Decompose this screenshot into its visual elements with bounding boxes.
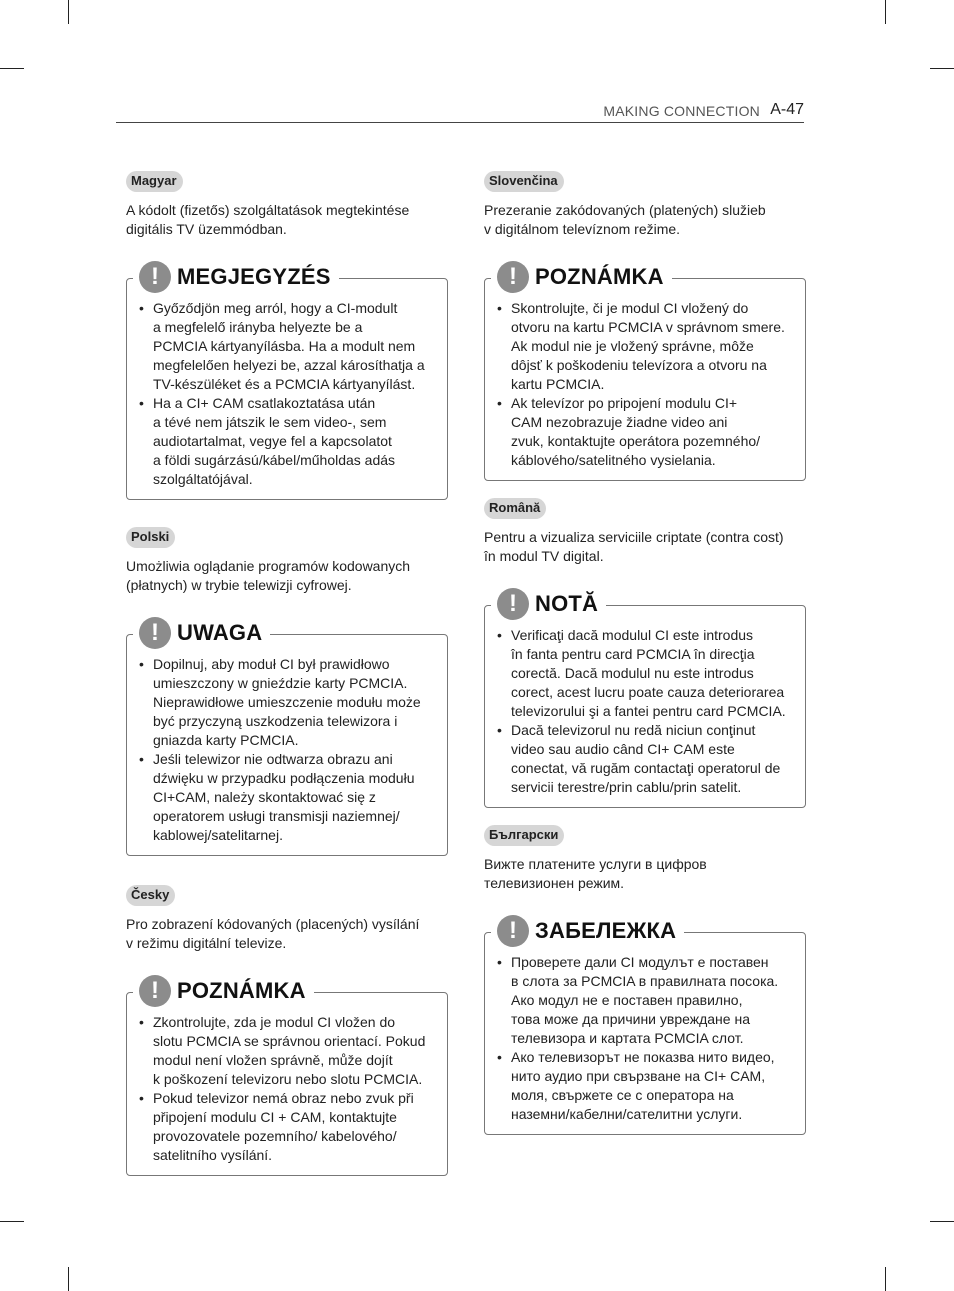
list-item-text: • Dacă televizorul nu redă niciun conţinut video sau audio când CI+ CAM este conectat, vă rugăm contactaţi operatorul de servicii terestre/prin cablu/prin satelit. [511,722,781,795]
note-header [133,973,314,1009]
exclamation-icon: ! [139,261,171,293]
note-header [491,586,606,622]
list-item-text: • Skontrolujte, či je modul CI vložený do otvoru na kartu PCMCIA v správnom smere. Ak modul nie je vložený správne, môže dôjsť k poškodeniu televízora a otvoru na kartu PCMCIA. [511,300,785,392]
note-title: POZNÁMKA [177,978,306,1003]
note-box [484,917,806,1135]
language-section [126,171,448,500]
note-title: NOTĂ [535,591,599,616]
note-box [484,263,806,481]
list-item [511,299,793,394]
note-list [497,953,793,1124]
language-section [484,825,806,1135]
list-item [153,394,435,489]
language-description: Umożliwia oglądanie programów kodowanych (płatnych) w trybie telewizji cyfrowej. [126,558,411,593]
language-description: Prezeranie zakódovaných (platených) služieb v digitálnom televíznom režime. [484,202,766,237]
exclamation-icon: ! [139,975,171,1007]
list-item-text: • Ha a CI+ CAM csatlakoztatása után a tévé nem játszik le sem video-, sem audiotartalmat, vegye fel a kapcsolatot a földi sugárzású/kábel/műholdas adás szolgáltatójával. [153,395,396,487]
list-item [511,1048,793,1124]
right-column [484,171,806,1135]
list-item [153,1013,435,1089]
list-item [153,655,435,750]
list-item [511,953,793,1048]
language-description: Pentru a vizualiza serviciile criptate (contra cost) în modul TV digital. [484,529,784,564]
list-item-text: • Dopilnuj, aby moduł CI był prawidłowo umieszczony w gnieździe karty PCMCIA. Nieprawidłowe umieszczenie modułu może być przyczyną uszkodzenia telewizora i gniazda karty PCMCIA. [153,656,421,748]
note-box [484,590,806,808]
note-list [497,626,793,797]
crop-mark [885,1267,886,1291]
list-item [511,721,793,797]
list-item-text: • Jeśli telewizor nie odtwarza obrazu ani dźwięku w przypadku podłączenia modułu CI+CAM, należy skontaktować się z operatorem usługi transmisji naziemnej/ kablowej/satelitarnej. [153,751,415,843]
note-title: ЗАБЕЛЕЖКА [535,918,677,943]
page-header [116,100,804,123]
list-item [511,626,793,721]
language-section [126,527,448,856]
language-description: Вижте платените услуги в цифров телевизионен режим. [484,856,707,891]
note-list [497,299,793,470]
list-item-text: • Zkontrolujte, zda je modul CI vložen do slotu PCMCIA se správnou orientací. Pokud modul není vložen správně, může dojít k poškození televizoru nebo slotu PCMCIA. [153,1014,426,1087]
list-item-text: • Ak televízor po pripojení modulu CI+ CAM nezobrazuje žiadne video ani zvuk, kontaktujte operátora pozemného/ káblového/satelitného vysielania. [511,395,761,468]
note-header [491,259,672,295]
list-item [153,1089,435,1165]
language-section [484,171,806,481]
crop-mark [68,0,69,24]
note-title: UWAGA [177,620,263,645]
list-item-text: • Győződjön meg arról, hogy a CI-modult a megfelelő irányba helyezte be a PCMCIA kártyanyílásba. Ha a modult nem megfelelően helyezi be, azzal károsíthatja a TV-készüléket és a PCMCIA kártyanyílást. [153,300,425,392]
note-list [139,655,435,845]
language-description: Pro zobrazení kódovaných (placených) vysílání v režimu digitální televize. [126,916,420,951]
list-item [153,750,435,845]
note-title: POZNÁMKA [535,264,664,289]
language-tag: Česky [126,885,175,906]
list-item [511,394,793,470]
section-title: MAKING CONNECTION [603,103,760,119]
crop-mark [68,1267,69,1291]
note-header [133,259,339,295]
exclamation-icon: ! [497,588,529,620]
crop-mark [930,1221,954,1222]
language-tag: Slovenčina [484,171,564,192]
note-list [139,1013,435,1165]
left-column [126,171,448,1176]
note-title: MEGJEGYZÉS [177,264,331,289]
crop-mark [930,68,954,69]
page-number: A-47 [770,101,804,118]
language-section [484,498,806,808]
language-tag: Polski [126,527,175,548]
list-item-text: • Проверете дали CI модулът е поставен в слота за PCMCIA в правилната посока. Ако модул не е поставен правилно, това може да причини увреждане на телевизора и картата PCMCIA слот. [511,954,779,1046]
list-item [153,299,435,394]
list-item-text: • Pokud televizor nemá obraz nebo zvuk při připojení modulu CI + CAM, kontaktujte provozovatele pozemního/ kabelového/ satelitního vysílání. [153,1090,414,1163]
note-header [133,615,270,651]
note-box [126,263,448,500]
note-header [491,913,684,949]
exclamation-icon: ! [497,261,529,293]
language-description: A kódolt (fizetős) szolgáltatások megtekintése digitális TV üzemmódban. [126,202,410,237]
exclamation-icon: ! [497,915,529,947]
language-section [126,885,448,1176]
crop-mark [0,1221,24,1222]
note-box [126,977,448,1176]
crop-mark [0,68,24,69]
note-box [126,619,448,856]
exclamation-icon: ! [139,617,171,649]
note-list [139,299,435,489]
language-tag: Български [484,825,564,846]
list-item-text: • Verificaţi dacă modulul CI este introdus în fanta pentru card PCMCIA în direcţia corectă. Dacă modulul nu este introdus corect, acest lucru poate cauza deteriorarea televizorului şi a fantei pentru card PCMCIA. [511,627,786,719]
language-tag: Magyar [126,171,183,192]
language-tag: Română [484,498,546,519]
crop-mark [885,0,886,24]
list-item-text: • Ако телевизорът не показва нито видео, нито аудио при свързване на CI+ CAM, моля, свържете се с оператора на наземни/кабелни/сателитни услуги. [511,1049,775,1122]
